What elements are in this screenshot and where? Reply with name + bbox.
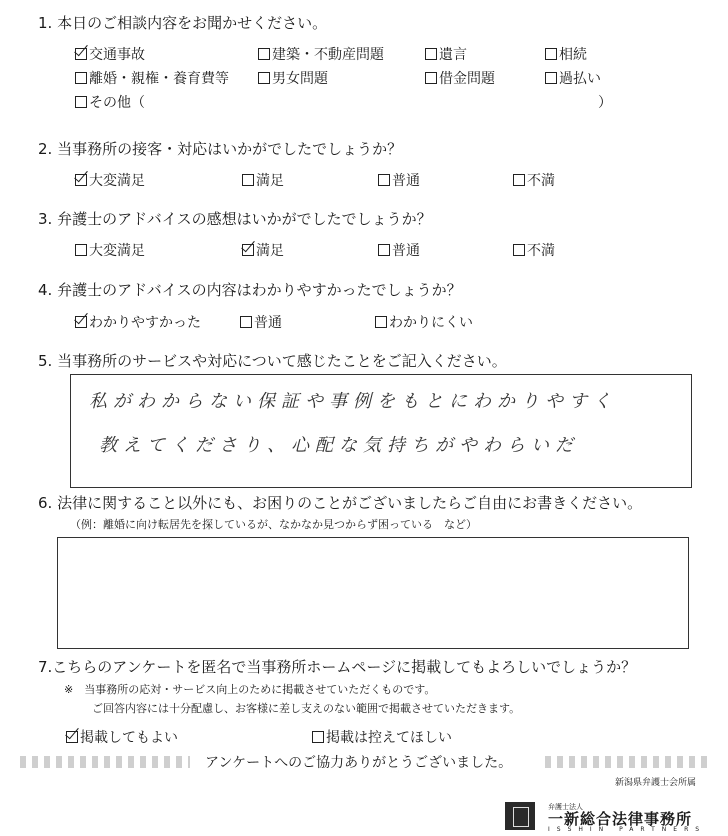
q7-option[interactable]: 掲載してもよい [66,727,178,747]
q4-option[interactable]: わかりやすかった [75,312,201,332]
q5-title: 5. 当事務所のサービスや対応について感じたことをご記入ください。 [38,352,507,370]
checkbox[interactable] [75,72,87,84]
checkbox[interactable] [378,244,390,256]
checked-checkbox[interactable] [66,731,78,743]
q5-answer-line1: 私がわからない保証や事例をもとにわかりやすく [89,391,617,412]
q7-note-1: ※ 当事務所の応対・サービス向上のために掲載させていただくものです。 [64,683,436,696]
q3-option[interactable]: 大変満足 [75,240,145,260]
checked-checkbox[interactable] [75,174,87,186]
thanks-message: アンケートへのご協力ありがとうございました。 [205,755,513,771]
checkbox[interactable] [425,48,437,60]
checkbox[interactable] [375,316,387,328]
bar-association: 新潟県弁護士会所属 [615,778,697,788]
checkbox[interactable] [240,316,252,328]
checkbox[interactable] [75,96,87,108]
q1-option[interactable]: 過払い [545,68,601,88]
checkbox[interactable] [258,72,270,84]
q3-option[interactable]: 普通 [378,240,420,260]
checkbox[interactable] [513,174,525,186]
scan-noise [20,756,190,768]
q2-title: 2. 当事務所の接客・対応はいかがでしたでしょうか？ [38,140,403,158]
firm-type: 弁護士法人 [548,803,583,811]
q2-option[interactable]: 大変満足 [75,170,145,190]
firm-english-name: ISSHIN PARTNERS [548,826,707,833]
firm-name: 一新総合法律事務所 [548,810,693,828]
q2-option[interactable]: 普通 [378,170,420,190]
q3-title: 3. 弁護士のアドバイスの感想はいかがでしたでしょうか？ [38,210,432,228]
q1-option[interactable]: 男女問題 [258,68,328,88]
q1-option[interactable]: 相続 [545,44,587,64]
q4-option[interactable]: わかりにくい [375,312,473,332]
checked-checkbox[interactable] [75,316,87,328]
q6-title: 6. 法律に関すること以外にも、お困りのことがございましたらご自由にお書きください。 [38,494,643,512]
q7-title: 7.こちらのアンケートを匿名で当事務所ホームページに掲載してもよろしいでしょうか？ [38,658,637,676]
q3-option[interactable]: 不満 [513,240,555,260]
checkbox[interactable] [378,174,390,186]
q6-example: （例：離婚に向け転居先を探しているが、なかなか見つからず困っている など） [70,518,477,531]
q1-title: 1. 本日のご相談内容をお聞かせください。 [38,14,328,32]
q5-answer-line2: 教えてくださり、心配な気持ちがやわらいだ [99,435,579,456]
q1-other-close: ） [598,95,612,111]
q1-option[interactable]: 借金問題 [425,68,495,88]
q1-option[interactable]: 離婚・親権・養育費等 [75,68,229,88]
checkbox[interactable] [513,244,525,256]
checkbox[interactable] [312,731,324,743]
checkbox[interactable] [75,244,87,256]
q4-title: 4. 弁護士のアドバイスの内容はわかりやすかったでしょうか？ [38,281,462,299]
q4-option[interactable]: 普通 [240,312,282,332]
checkbox[interactable] [545,48,557,60]
checkbox[interactable] [545,72,557,84]
q5-answer-box[interactable] [70,374,692,488]
q6-answer-box[interactable] [57,537,689,649]
q1-option[interactable]: 交通事故 [75,44,145,64]
q7-note-2: ご回答内容には十分配慮し、お客様に差し支えのない範囲で掲載させていただきます。 [92,702,521,715]
checkbox[interactable] [258,48,270,60]
q3-option[interactable]: 満足 [242,240,284,260]
q1-option[interactable]: 遺言 [425,44,467,64]
firm-logo-mark [505,802,535,830]
q7-option[interactable]: 掲載は控えてほしい [312,727,452,747]
checkbox[interactable] [242,174,254,186]
q2-option[interactable]: 満足 [242,170,284,190]
q1-option[interactable]: その他（ [75,92,145,112]
checkbox[interactable] [425,72,437,84]
q1-option[interactable]: 建築・不動産問題 [258,44,384,64]
checked-checkbox[interactable] [75,48,87,60]
q2-option[interactable]: 不満 [513,170,555,190]
checked-checkbox[interactable] [242,244,254,256]
scan-noise [545,756,710,768]
